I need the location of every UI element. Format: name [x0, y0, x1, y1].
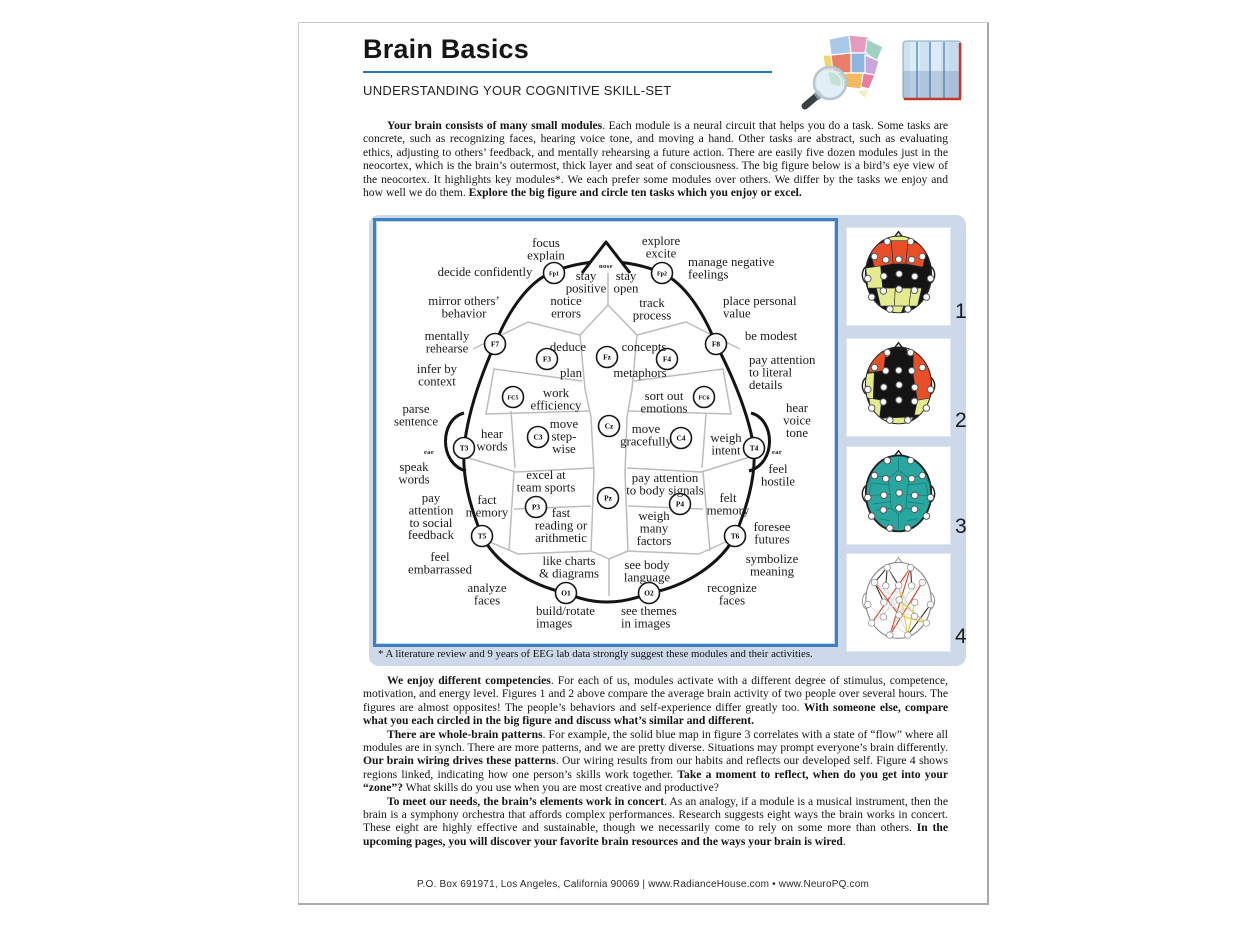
svg-text:O1: O1 — [561, 588, 571, 598]
task-label: see body language — [623, 558, 671, 585]
task-label: be modest — [744, 329, 798, 343]
side-figure-2 — [846, 338, 951, 437]
paragraph-competencies: We enjoy different competencies. For each of us, modules activate with a different degree of stimulus, competence, motivation, and energy level. Figures 1 and 2 above compare the average brain activity of two people over several hours. The figures are almost opposites! The people’s behaviors and self-experience differ greatly too. With someone else, compare what you each circled in the big figure and discuss what’s similar and different. — [363, 674, 949, 728]
figure-3-number: 3 — [955, 515, 967, 538]
figure-4-brain-network — [847, 554, 950, 651]
brain-logo — [799, 27, 969, 113]
task-label: metaphors — [613, 366, 667, 380]
task-label: excel at team sports — [516, 468, 576, 495]
electrode-o2 — [639, 583, 660, 604]
task-label: sort out emotions — [640, 389, 688, 416]
task-label: parse sentence — [393, 402, 439, 429]
task-label: pay attention to literal details — [749, 353, 816, 392]
task-label: notice errors — [550, 294, 582, 321]
svg-text:Cz: Cz — [604, 421, 614, 431]
figure-footnote: * A literature review and 9 years of EEG lab data strongly suggest these modules and their activities. — [378, 648, 813, 660]
svg-text:P4: P4 — [675, 499, 685, 509]
brain-figure-svg — [376, 221, 835, 644]
side-figure-3 — [846, 446, 951, 545]
task-label: weigh intent — [710, 431, 742, 458]
electrode-fp2 — [652, 263, 673, 284]
task-label: like charts & diagrams — [538, 554, 600, 581]
svg-text:F4: F4 — [662, 354, 672, 364]
svg-text:Fz: Fz — [603, 352, 611, 362]
task-label: plan — [559, 366, 583, 380]
paragraph-concert: To meet our needs, the brain’s elements work in concert. As an analogy, if a module is a musical instrument, then the brain is a symphony orchestra that affords complex performances. Research suggests eight ways the brain works in concert. These eight are highly effective and sustainable, though we necessarily come to rely on some more than others. In the upcoming pages, you will discover your favorite brain resources and the ways your brain is wired. — [363, 794, 948, 848]
svg-text:T3: T3 — [459, 443, 469, 453]
task-label: infer by context — [416, 362, 458, 389]
figure-1-brain-map — [847, 228, 950, 325]
electrode-p3 — [526, 497, 547, 518]
electrode-t6 — [725, 526, 746, 547]
svg-text:T5: T5 — [477, 531, 487, 541]
ear-label: ear — [772, 449, 783, 456]
figure-1-number: 1 — [955, 300, 967, 323]
svg-text:Pz: Pz — [604, 493, 612, 503]
task-label: move gracefully — [620, 422, 672, 449]
svg-text:F7: F7 — [490, 339, 500, 349]
task-label: pay attention to body signals — [626, 471, 704, 498]
svg-text:T6: T6 — [730, 531, 740, 541]
svg-text:F3: F3 — [542, 354, 552, 364]
electrode-f8 — [706, 334, 727, 355]
task-label: speak words — [398, 460, 430, 487]
task-label: felt memory — [706, 491, 750, 518]
nose-label: nose — [599, 263, 613, 270]
task-label: mentally rehearse — [424, 329, 470, 356]
task-label: foresee futures — [753, 520, 791, 547]
svg-text:P3: P3 — [531, 502, 541, 512]
electrode-f7 — [485, 334, 506, 355]
task-label: symbolize meaning — [745, 552, 799, 579]
electrode-t4 — [744, 438, 765, 459]
page-subtitle: UNDERSTANDING YOUR COGNITIVE SKILL-SET — [363, 83, 672, 98]
task-label: place personal value — [723, 294, 797, 321]
document-page — [298, 22, 989, 905]
body-paragraphs — [363, 674, 948, 848]
figure-3-brain-map — [847, 447, 950, 544]
figure-panel — [369, 215, 966, 666]
task-label: analyze faces — [467, 581, 507, 608]
electrode-c3 — [528, 427, 549, 448]
electrode-fc5 — [503, 387, 524, 408]
task-label: hear words — [476, 427, 508, 454]
intro-paragraph: Your brain consists of many small modules. Each module is a neural circuit that helps you do a task. Some tasks are concrete, such as recognizing faces, hearing voice tone, and moving a hand. Other tasks are abstract, such as evaluating ethics, adjusting to others’ feedback, and mentally rehearsing a future action. There are easily five dozen modules just in the neocortex, which is the brain’s outermost, thick layer and seat of consciousness. The big figure below is a bird’s eye view of the neocortex. It highlights key modules*. We each prefer some modules over others. We differ by the tasks we enjoy and how well we do them. Explore the big figure and circle ten tasks which you enjoy or excel. — [363, 119, 948, 200]
paragraph-patterns: There are whole-brain patterns. For example, the solid blue map in figure 3 correlates with a state of “flow” where all modules are in synch. There are more patterns, and we are pretty diverse. Situations may prompt everyone’s brain differently. Our brain wiring drives these patterns. Our wiring results from our habits and reflects our developed self. Figure 4 shows regions linked, indicating how one person’s skills work together. Take a moment to reflect, when do you get into your “zone”? What skills do you use when you are most creative and productive? — [363, 727, 948, 795]
svg-text:O2: O2 — [644, 588, 654, 598]
electrode-o1 — [556, 583, 577, 604]
task-label: work efficiency — [530, 386, 582, 413]
electrode-c4 — [671, 428, 692, 449]
svg-text:FC6: FC6 — [698, 395, 710, 402]
electrode-fp1 — [544, 263, 565, 284]
electrode-t3 — [454, 438, 475, 459]
electrode-pz — [598, 488, 619, 509]
task-label: see themes in images — [621, 604, 677, 631]
task-label: stay positive — [565, 269, 607, 296]
task-label: fast reading or arithmetic — [534, 506, 588, 545]
task-label: decide confidently — [437, 265, 533, 279]
task-label: hear voice tone — [783, 401, 811, 440]
task-label: move step-wise — [549, 417, 579, 456]
svg-text:C4: C4 — [676, 433, 686, 443]
footer-text: P.O. Box 691971, Los Angeles, California 90069 | www.RadianceHouse.com • www.NeuroPQ.com — [416, 879, 870, 890]
task-label: weigh many factors — [636, 509, 672, 548]
title-rule — [363, 71, 772, 73]
task-label: fact memory — [465, 493, 509, 520]
svg-text:Fp2: Fp2 — [656, 271, 668, 278]
task-label: focus explain — [527, 236, 565, 263]
figure-2-brain-map — [847, 339, 950, 436]
page-title: Brain Basics — [363, 34, 529, 64]
electrode-t5 — [472, 526, 493, 547]
striped-book-icon — [903, 41, 961, 99]
task-label: build/rotate images — [536, 604, 595, 631]
svg-text:F8: F8 — [711, 339, 721, 349]
svg-text:Fp1: Fp1 — [548, 271, 560, 278]
task-label: stay open — [613, 269, 639, 296]
figure-2-number: 2 — [955, 409, 967, 432]
electrode-fc6 — [694, 387, 715, 408]
figure-4-number: 4 — [955, 625, 967, 648]
electrode-cz — [599, 416, 620, 437]
svg-text:T4: T4 — [749, 443, 759, 453]
task-label: explore excite — [641, 234, 681, 261]
side-figure-1 — [846, 227, 951, 326]
task-label: track process — [632, 296, 672, 323]
svg-text:C3: C3 — [533, 432, 543, 442]
task-label: mirror others’ behavior — [428, 294, 500, 321]
brain-map-figure — [373, 218, 838, 647]
task-label: feel hostile — [760, 462, 796, 489]
task-label: recognize faces — [707, 581, 757, 608]
magnifier-icon — [805, 67, 846, 106]
task-label: pay attention to social feedback — [407, 491, 455, 543]
task-label: deduce — [549, 340, 587, 354]
task-label: manage negative feelings — [688, 255, 775, 282]
side-figure-4 — [846, 553, 951, 652]
ear-label: ear — [424, 449, 435, 456]
task-label: concepts — [621, 340, 667, 354]
electrode-fz — [597, 347, 618, 368]
task-label: feel embarrassed — [408, 550, 472, 577]
svg-text:FC5: FC5 — [507, 395, 519, 402]
